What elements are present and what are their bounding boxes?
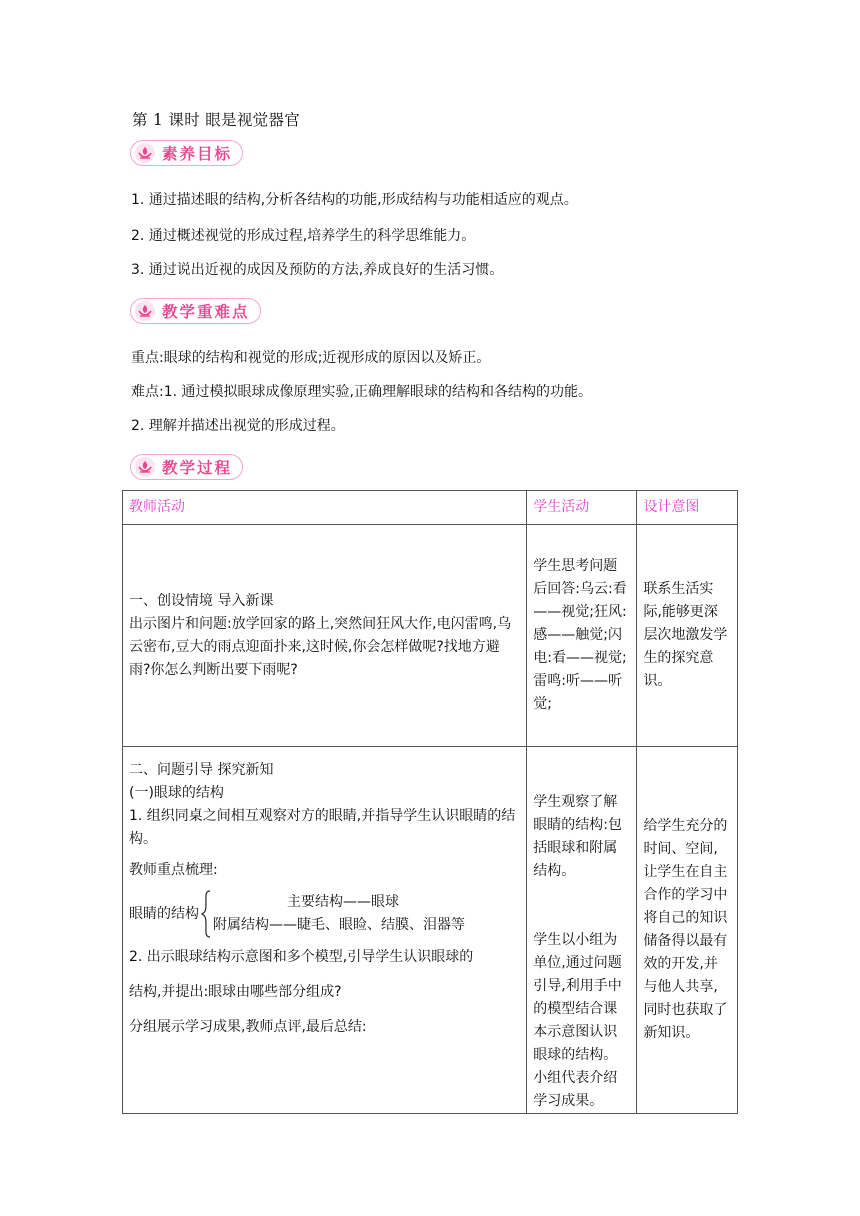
teacher-step: 1. 组织同桌之间相互观察对方的眼睛,并指导学生认识眼睛的结构。 [129,808,516,847]
goal-item: 1. 通过描述眼的结构,分析各结构的功能,形成结构与功能相适应的观点。 [131,192,578,208]
header-teacher: 教师活动 [123,491,527,525]
teacher-step: 分组展示学习成果,教师点评,最后总结: [129,1019,367,1035]
key-points-badge [130,298,261,324]
section-heading: 二、问题引导 探究新知 [129,762,274,778]
sub-heading: (一)眼球的结构 [129,785,224,801]
section-heading: 一、创设情境 导入新课 [129,592,274,609]
brace-item: 主要结构——眼球 [287,894,399,910]
lesson-title: 第 1 课时 眼是视觉器官 [132,111,301,129]
student-cell: 学生思考问题后回答:乌云:看——视觉;狂风:感——触觉;闪电:看——视觉;雷鸣:听——听觉; [527,525,637,747]
table-row [123,747,738,1114]
summary-label: 教师重点梳理: [129,862,218,878]
goals-badge-label: 素养目标 [162,145,233,163]
intent-cell: 联系生活实际,能够更深层次地激发学生的探究意识。 [637,525,738,747]
teacher-cell [123,525,527,747]
lotus-icon [134,456,156,478]
brace-icon [201,890,211,938]
teacher-text: 出示图片和问题:放学回家的路上,突然间狂风大作,电闪雷鸣,乌云密布,豆大的雨点迎面扑来,这时候,你会怎样做呢?找地方避雨?你怎么判断出要下雨呢? [129,615,512,678]
process-badge [130,454,243,480]
goals-badge [130,140,243,166]
student-text: 学生以小组为单位,通过问题引导,利用手中的模型结合课本示意图认识眼球的结构。小组代表介绍学习成果。 [533,932,622,1109]
intent-cell: 给学生充分的时间、空间,让学生在自主合作的学习中将自己的知识储备得以最有效的开发,并与他人共享,同时也获取了新知识。 [637,747,738,1114]
lotus-icon [134,300,156,322]
brace-label: 眼睛的结构 [129,905,199,922]
process-badge-label: 教学过程 [162,459,233,477]
lesson-process-table [122,490,738,1114]
teacher-step: 2. 出示眼球结构示意图和多个模型,引导学生认识眼球的 [129,949,474,965]
teacher-cell [123,747,527,1114]
student-text: 学生观察了解眼睛的结构:包括眼球和附属结构。 [533,794,622,879]
student-cell [527,747,637,1114]
key-point-item: 2. 理解并描述出视觉的形成过程。 [131,418,345,434]
header-intent: 设计意图 [637,491,738,525]
goal-item: 3. 通过说出近视的成因及预防的方法,养成良好的生活习惯。 [131,262,504,278]
header-student: 学生活动 [527,491,637,525]
key-points-badge-label: 教学重难点 [162,303,250,321]
table-header-row [123,491,738,525]
key-point-item: 难点:1. 通过模拟眼球成像原理实验,正确理解眼球的结构和各结构的功能。 [131,384,592,400]
goal-item: 2. 通过概述视觉的形成过程,培养学生的科学思维能力。 [131,228,476,244]
brace-item: 附属结构——睫毛、眼睑、结膜、泪器等 [213,917,465,933]
structure-brace [129,890,520,938]
teacher-step: 结构,并提出:眼球由哪些部分组成? [129,984,342,1000]
lotus-icon [134,142,156,164]
key-point-item: 重点:眼球的结构和视觉的形成;近视形成的原因以及矫正。 [131,350,491,366]
table-row [123,525,738,747]
